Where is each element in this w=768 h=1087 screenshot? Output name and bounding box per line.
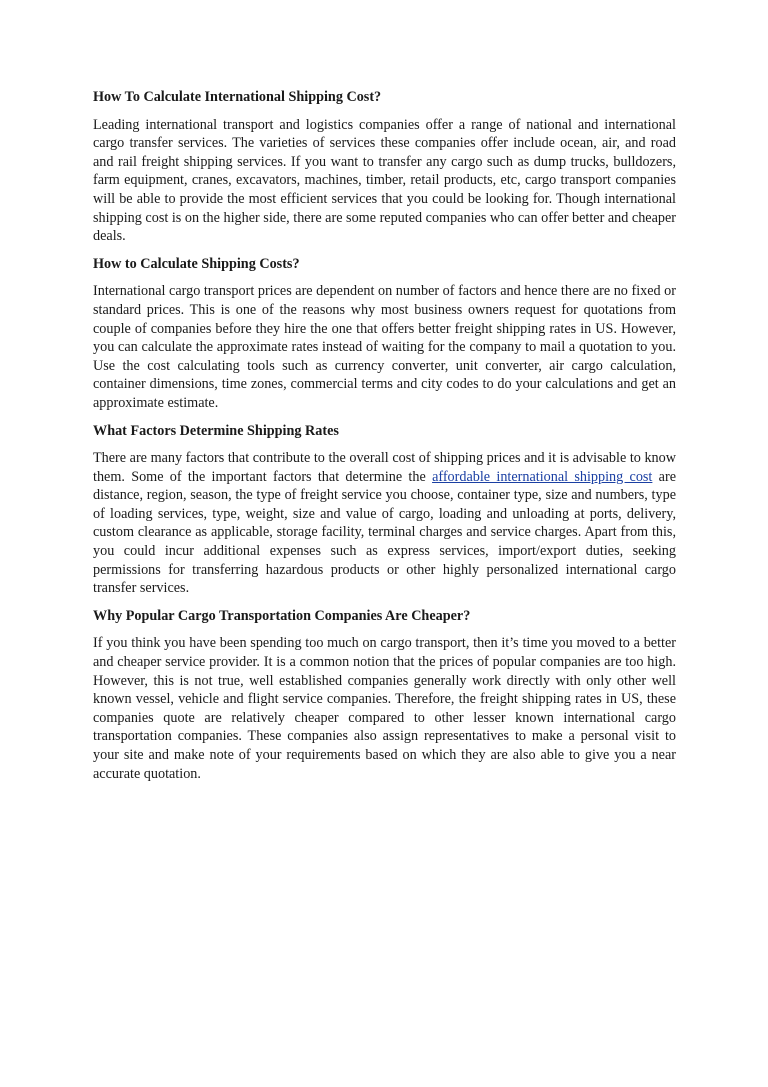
section-paragraph-popular-companies: If you think you have been spending too much on cargo transport, then it’s time you moved to a better and cheaper service provider. It is a common notion that the prices of popular companies are too high. However, this is not true, well established companies generally work directly with only other well known vessel, vehicle and flight service companies. Therefore, the freight shipping rates in US, these companies quote are relatively cheaper compared to other lesser known international cargo transportation companies. These companies also assign representatives to make a personal visit to your site and make note of your requirements based on which they are also able to give you a near accurate quotation. xyxy=(93,635,676,782)
section-paragraph-factors xyxy=(93,449,676,598)
factors-text-before-link: There are many factors that contribute to the overall cost of shipping prices and it is advisable to know them. Some of the important factors that determine the xyxy=(93,450,676,485)
factors-text-after-link: are distance, region, season, the type of freight service you choose, container type, size and numbers, type of loading services, type, weight, size and value of cargo, loading and unloading at ports, delivery, custom clearance as applicable, storage facility, terminal charges and service charges. Apart from this, you could incur additional expenses such as express services, import/export duties, seeking permissions for transferring hazardous products or other highly personalized international cargo transfer services. xyxy=(93,468,676,597)
document-page xyxy=(93,88,676,792)
affordable-shipping-cost-link[interactable]: affordable international shipping cost xyxy=(432,468,653,485)
section-paragraph-calculate: International cargo transport prices are dependent on number of factors and hence there are no fixed or standard prices. This is one of the reasons why most business owners request for quotations from couple of companies before they hire the one that offers better freight shipping rates in US. However, you can calculate the approximate rates instead of waiting for the company to mail a quotation to you. Use the cost calculating tools such as currency converter, unit converter, air cargo calculation, container dimensions, time zones, commercial terms and city codes to do your calculations and get an approximate estimate. xyxy=(93,283,676,411)
section-paragraph-intro: Leading international transport and logistics companies offer a range of national and international cargo transfer services. The varieties of services these companies offer include ocean, air, and road and rail freight shipping services. If you want to transfer any cargo such as dump trucks, bulldozers, farm equipment, cranes, excavators, machines, timber, retail products, etc, cargo transport companies will be able to provide the most efficient services that you could be looking for. Though international shipping cost is on the higher side, there are some reputed companies who can offer better and cheaper deals. xyxy=(93,116,676,245)
section-heading-factors: What Factors Determine Shipping Rates xyxy=(93,422,339,439)
section-heading-popular-companies: Why Popular Cargo Transportation Companies Are Cheaper? xyxy=(93,607,471,624)
section-heading-calculate-international-cost: How To Calculate International Shipping Cost? xyxy=(93,89,382,105)
section-heading-calculate-shipping-costs: How to Calculate Shipping Costs? xyxy=(93,255,300,272)
